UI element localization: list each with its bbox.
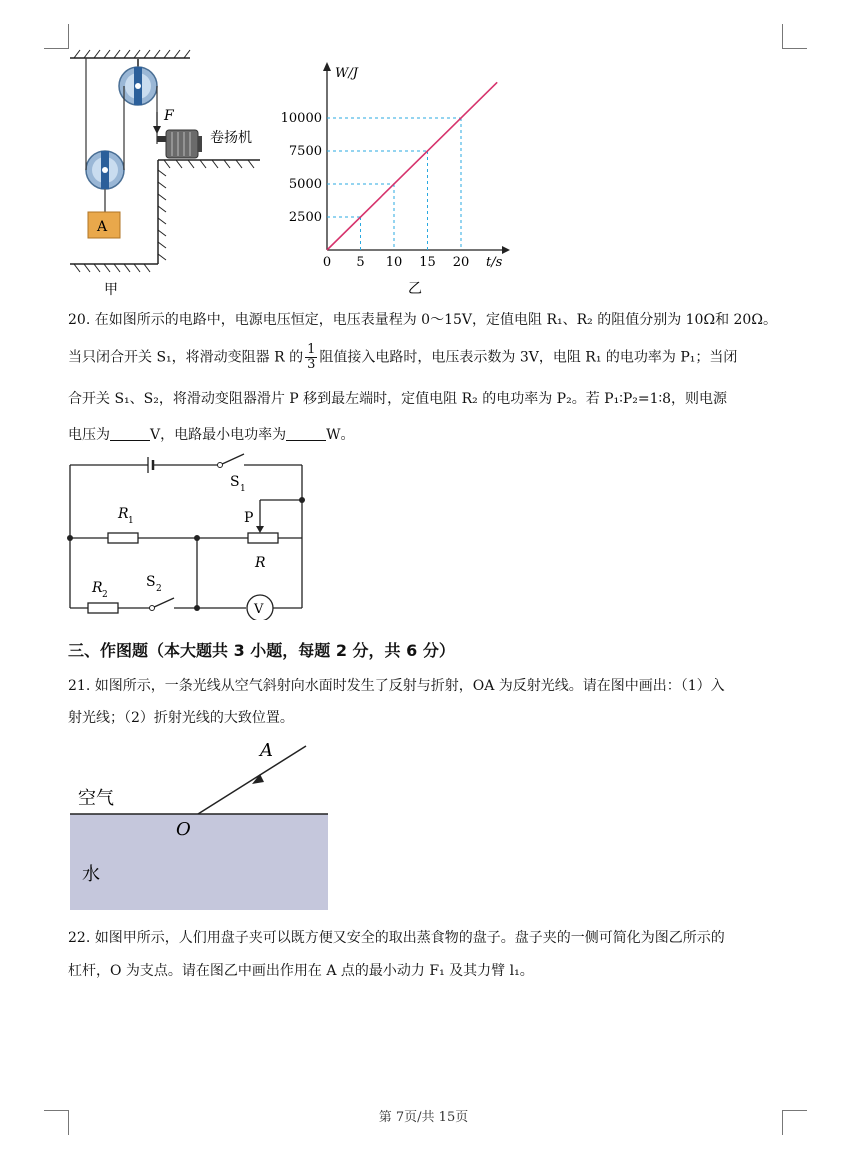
q20-line4-c: W。 — [326, 427, 355, 443]
q20-line2-b: 阻值接入电路时，电压表示数为 3V，电阻 R₁ 的电功率为 P₁；当闭 — [319, 349, 738, 366]
resistor-r1-label: R — [118, 506, 129, 522]
winch-label: 卷扬机 — [210, 130, 252, 146]
y-tick-label: 5000 — [288, 177, 322, 192]
answer-blank-power[interactable] — [286, 426, 326, 441]
q20-line4-a: 电压为 — [68, 427, 110, 443]
page-footer: 第 7页/共 15页 — [378, 1110, 469, 1125]
voltmeter-label: V — [254, 602, 264, 617]
force-label: F — [164, 108, 174, 124]
q21-line2: 射光线；（2）折射光线的大致位置。 — [68, 710, 294, 726]
q20-line1: 20. 在如图所示的电路中，电源电压恒定，电压表量程为 0～15V，定值电阻 R₁、R₂ 的阻值分别为 10Ω和 20Ω。 — [68, 312, 777, 328]
fraction-numerator: 1 — [307, 342, 316, 357]
water-label: 水 — [82, 864, 100, 885]
resistor-r2-label: R — [92, 580, 103, 596]
point-o-label: O — [176, 819, 191, 840]
q20-line2-a: 当只闭合开关 S₁，将滑动变阻器 R 的 — [68, 349, 304, 366]
switch-s2-label: S — [146, 574, 156, 590]
y-tick-label: 2500 — [288, 210, 322, 225]
x-tick-label: 5 — [356, 255, 365, 270]
switch-s2-sub: 2 — [156, 584, 162, 594]
pulley-figure — [60, 40, 280, 300]
y-tick-label: 7500 — [288, 144, 322, 159]
x-tick-label: 15 — [419, 255, 436, 270]
q20-line4-b: V，电路最小电功率为 — [150, 427, 287, 443]
section-heading: 三、作图题（本大题共 3 小题，每题 2 分，共 6 分） — [68, 641, 455, 660]
work-time-chart — [280, 55, 520, 300]
x-tick-label: 20 — [452, 255, 470, 270]
y-axis-arrow — [323, 62, 331, 71]
circuit-diagram — [60, 450, 320, 620]
figure-caption-yi: 乙 — [408, 281, 422, 297]
resistor-r2-sub: 2 — [102, 590, 108, 600]
light-figure — [68, 738, 330, 914]
x-axis-label: t/s — [486, 255, 503, 270]
crop-mark-top-right — [782, 24, 807, 49]
rheostat-r-label: R — [255, 555, 266, 571]
resistor-r1-sub: 1 — [128, 516, 134, 526]
reflected-ray — [198, 746, 306, 814]
winch — [166, 130, 198, 158]
q22-line2: 杠杆，O 为支点。请在图乙中画出作用在 A 点的最小动力 F₁ 及其力臂 l₁。 — [68, 963, 534, 979]
fraction-one-third — [305, 343, 317, 372]
water-region — [70, 814, 328, 910]
air-label: 空气 — [78, 788, 114, 809]
switch-s1-sub: 1 — [240, 484, 246, 494]
point-a-label: A — [260, 740, 273, 761]
q20-line3: 合开关 S₁、S₂，将滑动变阻器滑片 P 移到最左端时，定值电阻 R₂ 的电功率为 P₂。若 P₁∶P₂=1∶8，则电源 — [68, 391, 728, 407]
q20-line2 — [68, 343, 737, 372]
x-tick-label: 0 — [322, 255, 332, 270]
y-axis-label: W/J — [335, 66, 358, 81]
block-a-label: A — [97, 219, 108, 235]
switch-s1-label: S — [230, 474, 240, 490]
series-line — [327, 82, 497, 250]
fraction-denominator: 3 — [307, 357, 316, 372]
answer-blank-voltage[interactable] — [110, 426, 150, 441]
y-tick-label: 10000 — [280, 111, 322, 126]
slider-p-label: P — [244, 510, 254, 526]
x-axis-arrow — [502, 246, 510, 254]
x-tick-label: 10 — [385, 255, 403, 270]
figure-caption-jia: 甲 — [104, 282, 118, 298]
q20-line4 — [68, 424, 355, 444]
q21-line1: 21. 如图所示，一条光线从空气斜射向水面时发生了反射与折射，OA 为反射光线。请在图中画出：（1）入 — [68, 678, 725, 694]
q22-line1: 22. 如图甲所示，人们用盘子夹可以既方便又安全的取出蒸食物的盘子。盘子夹的一侧可简化为图乙所示的 — [68, 930, 725, 946]
